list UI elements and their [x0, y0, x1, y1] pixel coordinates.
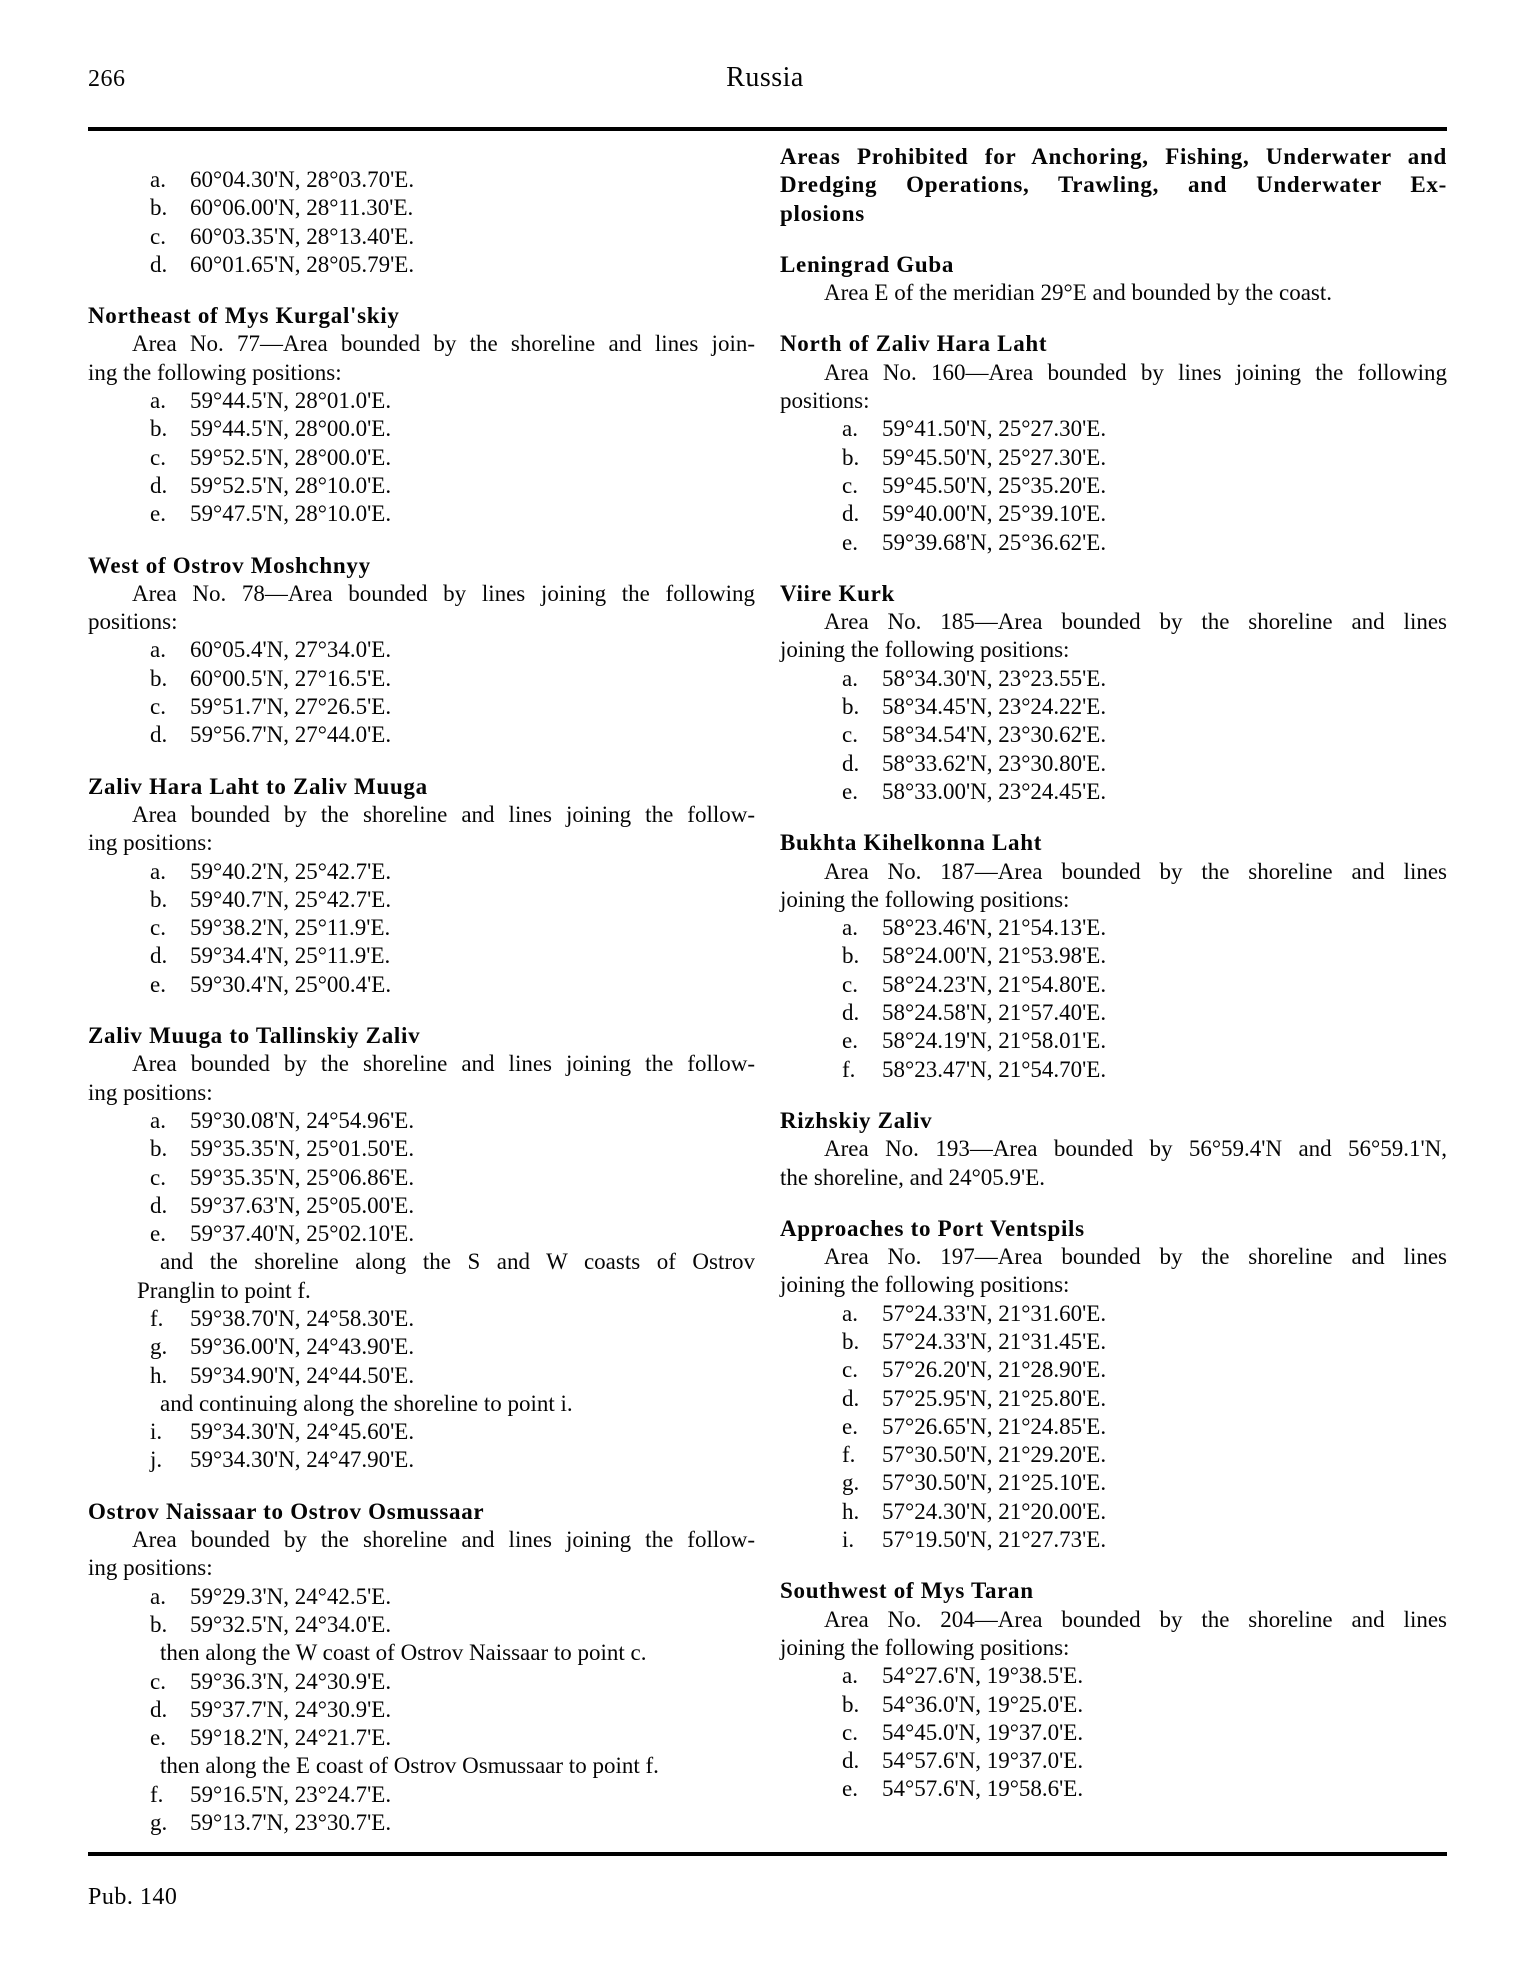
coordinate-item: [88, 251, 755, 279]
coordinate-item: [780, 1498, 1447, 1526]
coordinate-value: 59°13.7'N, 23°30.7'E.: [190, 1810, 392, 1836]
coordinate-letter: b.: [150, 665, 168, 691]
coordinate-value: 58°34.30'N, 23°23.55'E.: [882, 665, 1107, 691]
section-title: Viire Kurk: [780, 580, 895, 606]
coordinate-item: [88, 1668, 755, 1696]
coordinate-value: 59°29.3'N, 24°42.5'E.: [190, 1583, 392, 1609]
section-body-line: Area bounded by the shoreline and lines joining the follow-: [132, 801, 755, 827]
coordinate-item: [88, 914, 755, 942]
coordinate-item: [780, 1691, 1447, 1719]
coordinate-item: [88, 1583, 755, 1611]
section-body-line: Area No. 204—Area bounded by the shoreline and lines: [824, 1606, 1447, 1632]
coordinate-letter: c.: [150, 223, 166, 249]
coordinate-item: [88, 500, 755, 528]
coordinate-letter: h.: [842, 1498, 860, 1524]
coordinate-item: [88, 1781, 755, 1809]
coordinate-item: [780, 942, 1447, 970]
section-body-line: positions:: [780, 388, 870, 414]
coordinate-value: 59°51.7'N, 27°26.5'E.: [190, 694, 392, 720]
coordinate-item: [88, 1220, 755, 1248]
prohibited-areas-heading: [780, 143, 1447, 228]
coordinate-letter: d.: [150, 472, 168, 498]
publication-label: Pub. 140: [88, 1884, 178, 1910]
coordinate-letter: b.: [842, 444, 860, 470]
coordinate-value: 59°35.35'N, 25°01.50'E.: [190, 1136, 415, 1162]
coordinate-value: 59°35.35'N, 25°06.86'E.: [190, 1164, 415, 1190]
section-body-line: Area No. 197—Area bounded by the shoreline and lines: [824, 1244, 1447, 1270]
coordinate-letter: d.: [842, 1385, 860, 1411]
coordinate-letter: b.: [842, 943, 860, 969]
coordinate-value: 59°36.3'N, 24°30.9'E.: [190, 1668, 392, 1694]
section-body-line: Area No. 160—Area bounded by lines joining the following: [824, 359, 1447, 385]
section-body-line: joining the following positions:: [780, 886, 1070, 912]
coordinate-value: 54°57.6'N, 19°37.0'E.: [882, 1748, 1084, 1774]
coordinate-letter: c.: [842, 1719, 858, 1745]
coordinate-value: 58°33.00'N, 23°24.45'E.: [882, 778, 1107, 804]
area-section: [88, 1022, 755, 1475]
area-section: [88, 773, 755, 999]
coordinate-letter: f.: [150, 1781, 164, 1807]
coordinate-letter: e.: [150, 971, 166, 997]
coordinate-value: 60°01.65'N, 28°05.79'E.: [190, 251, 415, 277]
coordinate-item: [780, 778, 1447, 806]
coordinate-letter: e.: [842, 1028, 858, 1054]
coordinate-item: [88, 1362, 755, 1390]
coordinate-value: 59°34.30'N, 24°45.60'E.: [190, 1419, 415, 1445]
coordinate-value: 58°23.47'N, 21°54.70'E.: [882, 1056, 1107, 1082]
coordinate-item: [780, 1328, 1447, 1356]
page-title: Russia: [726, 62, 804, 93]
coordinate-letter: c.: [842, 1357, 858, 1383]
coordinate-item: [88, 1135, 755, 1163]
coordinate-letter: d.: [150, 1696, 168, 1722]
coordinate-letter: a.: [150, 167, 166, 192]
section-body-line: ing positions:: [88, 1079, 213, 1105]
coordinate-letter: h.: [150, 1362, 168, 1388]
coordinate-item: [88, 721, 755, 749]
coordinate-value: 57°24.33'N, 21°31.60'E.: [882, 1300, 1107, 1326]
coordinate-value: 58°34.54'N, 23°30.62'E.: [882, 722, 1107, 748]
section-body-line: ing the following positions:: [88, 359, 342, 385]
coordinate-value: 58°24.00'N, 21°53.98'E.: [882, 943, 1107, 969]
section-body-line: Area No. 193—Area bounded by 56°59.4'N and 56°59.1'N,: [824, 1136, 1447, 1162]
page-number: 266: [88, 66, 126, 92]
coordinate-item: [88, 693, 755, 721]
section-title: Ostrov Naissaar to Ostrov Osmussaar: [88, 1498, 485, 1524]
coordinate-item: [780, 1300, 1447, 1328]
coordinate-value: 59°44.5'N, 28°00.0'E.: [190, 416, 392, 442]
left-column: [88, 143, 755, 1837]
coordinate-item: [88, 166, 755, 194]
coordinate-letter: g.: [150, 1334, 168, 1360]
coordinate-item: [88, 886, 755, 914]
coordinate-letter: b.: [842, 694, 860, 720]
coordinate-item: [88, 1696, 755, 1724]
coordinate-letter: b.: [150, 1136, 168, 1162]
coordinate-value: 60°05.4'N, 27°34.0'E.: [190, 637, 392, 663]
coordinate-value: 60°00.5'N, 27°16.5'E.: [190, 665, 392, 691]
coordinate-item: [780, 1775, 1447, 1803]
section-body-line: positions:: [88, 609, 178, 635]
coordinate-item: [88, 1446, 755, 1474]
coordinate-item: [780, 1719, 1447, 1747]
coordinate-item: [780, 529, 1447, 557]
section-title: North of Zaliv Hara Laht: [780, 331, 1048, 357]
coordinate-letter: a.: [150, 858, 166, 884]
coordinate-item: [780, 721, 1447, 749]
section-title: Leningrad Guba: [780, 251, 955, 277]
coordinate-value: 59°40.7'N, 25°42.7'E.: [190, 886, 392, 912]
section-title: Zaliv Muuga to Tallinskiy Zaliv: [88, 1023, 421, 1049]
section-title: Southwest of Mys Taran: [780, 1578, 1034, 1604]
coordinate-item: [88, 1107, 755, 1135]
section-body-line: ing positions:: [88, 1555, 213, 1581]
coordinate-letter: e.: [150, 1725, 166, 1751]
coordinate-value: 59°30.4'N, 25°00.4'E.: [190, 971, 392, 997]
coordinate-letter: b.: [842, 1691, 860, 1717]
section-body-line: Area No. 187—Area bounded by the shoreline and lines: [824, 858, 1447, 884]
coordinate-letter: b.: [150, 416, 168, 442]
area-section: [88, 166, 755, 279]
coordinate-value: 59°37.63'N, 25°05.00'E.: [190, 1192, 415, 1218]
coordinate-value: 58°24.19'N, 21°58.01'E.: [882, 1028, 1107, 1054]
coordinate-letter: a.: [842, 665, 858, 691]
coordinate-item: [780, 1056, 1447, 1084]
coordinate-letter: a.: [150, 637, 166, 663]
coordinate-letter: d.: [150, 722, 168, 748]
coordinate-letter: b.: [150, 1611, 168, 1637]
coordinate-letter: d.: [150, 1192, 168, 1218]
coordinate-item: [780, 1441, 1447, 1469]
coordinate-value: 59°39.68'N, 25°36.62'E.: [882, 529, 1107, 555]
coordinate-item: [780, 693, 1447, 721]
coordinate-letter: d.: [842, 1000, 860, 1026]
coordinate-value: 59°41.50'N, 25°27.30'E.: [882, 416, 1107, 442]
coordinate-item: [88, 472, 755, 500]
coordinate-letter: a.: [150, 1583, 166, 1609]
coordinate-value: 58°24.23'N, 21°54.80'E.: [882, 971, 1107, 997]
header-rule: [88, 127, 1447, 131]
note-line: and the shoreline along the S and W coasts of Ostrov: [160, 1249, 755, 1275]
coordinate-letter: b.: [842, 1328, 860, 1354]
section-body-line: Area E of the meridian 29°E and bounded by the coast.: [824, 280, 1333, 306]
note-line: then along the E coast of Ostrov Osmussaar to point f.: [160, 1753, 659, 1779]
coordinate-item: [88, 858, 755, 886]
coordinate-letter: e.: [150, 501, 166, 527]
area-section: [780, 1107, 1447, 1192]
coordinate-item: [780, 1662, 1447, 1690]
text-columns: [88, 143, 1447, 1837]
prohibited-areas-heading-line: Dredging Operations, Trawling, and Underwater Ex-: [780, 172, 1447, 198]
coordinate-letter: a.: [842, 915, 858, 941]
coordinate-item: [780, 1526, 1447, 1554]
prohibited-areas-heading-line: plosions: [780, 200, 865, 226]
coordinate-letter: a.: [150, 1107, 166, 1133]
coordinate-item: [88, 1164, 755, 1192]
coordinate-value: 58°34.45'N, 23°24.22'E.: [882, 694, 1107, 720]
coordinate-letter: d.: [150, 943, 168, 969]
coordinate-value: 54°36.0'N, 19°25.0'E.: [882, 1691, 1084, 1717]
coordinate-item: [780, 1413, 1447, 1441]
coordinate-item: [780, 1027, 1447, 1055]
coordinate-value: 60°04.30'N, 28°03.70'E.: [190, 167, 415, 192]
coordinate-value: 58°33.62'N, 23°30.80'E.: [882, 750, 1107, 776]
section-body-line: joining the following positions:: [780, 637, 1070, 663]
coordinate-item: [88, 415, 755, 443]
coordinate-letter: j.: [150, 1447, 163, 1473]
coordinate-value: 59°36.00'N, 24°43.90'E.: [190, 1334, 415, 1360]
coordinate-value: 59°16.5'N, 23°24.7'E.: [190, 1781, 392, 1807]
coordinate-value: 57°19.50'N, 21°27.73'E.: [882, 1527, 1107, 1553]
coordinate-item: [780, 971, 1447, 999]
coordinate-item: [88, 1418, 755, 1446]
coordinate-letter: a.: [150, 388, 166, 414]
coordinate-value: 57°25.95'N, 21°25.80'E.: [882, 1385, 1107, 1411]
coordinate-value: 58°24.58'N, 21°57.40'E.: [882, 1000, 1107, 1026]
section-title: West of Ostrov Moshchnyy: [88, 552, 371, 578]
coordinate-letter: c.: [150, 444, 166, 470]
area-section: [780, 330, 1447, 556]
coordinate-value: 54°45.0'N, 19°37.0'E.: [882, 1719, 1084, 1745]
coordinate-value: 59°34.4'N, 25°11.9'E.: [190, 943, 391, 969]
coordinate-value: 59°47.5'N, 28°10.0'E.: [190, 501, 392, 527]
coordinate-value: 57°26.65'N, 21°24.85'E.: [882, 1413, 1107, 1439]
section-body-line: Area No. 77—Area bounded by the shoreline and lines join-: [132, 331, 755, 357]
coordinate-item: [88, 1724, 755, 1752]
coordinate-item: [88, 1305, 755, 1333]
right-column: [780, 143, 1447, 1837]
section-body-line: Area bounded by the shoreline and lines joining the follow-: [132, 1527, 755, 1553]
coordinate-letter: f.: [150, 1305, 164, 1331]
coordinate-letter: d.: [150, 251, 168, 277]
coordinate-letter: i.: [842, 1527, 855, 1553]
section-body-line: the shoreline, and 24°05.9'E.: [780, 1164, 1046, 1190]
coordinate-letter: i.: [150, 1419, 163, 1445]
coordinate-item: [88, 942, 755, 970]
coordinate-value: 57°30.50'N, 21°29.20'E.: [882, 1442, 1107, 1468]
coordinate-letter: c.: [842, 971, 858, 997]
coordinate-value: 59°18.2'N, 24°21.7'E.: [190, 1725, 392, 1751]
coordinate-item: [780, 1469, 1447, 1497]
coordinate-item: [88, 665, 755, 693]
coordinate-letter: c.: [842, 722, 858, 748]
section-body-line: ing positions:: [88, 830, 213, 856]
coordinate-letter: f.: [842, 1056, 856, 1082]
coordinate-item: [780, 665, 1447, 693]
coordinate-letter: g.: [150, 1810, 168, 1836]
coordinate-letter: c.: [150, 694, 166, 720]
area-section: [780, 1215, 1447, 1555]
area-section: [88, 302, 755, 528]
coordinate-value: 59°40.2'N, 25°42.7'E.: [190, 858, 392, 884]
coordinate-letter: a.: [842, 1663, 858, 1689]
coordinate-letter: b.: [150, 195, 168, 221]
section-body-line: Area No. 78—Area bounded by lines joining the following: [132, 580, 755, 606]
prohibited-areas-heading-line: Areas Prohibited for Anchoring, Fishing, Underwater and: [780, 144, 1447, 169]
coordinate-value: 59°52.5'N, 28°10.0'E.: [190, 472, 392, 498]
coordinate-value: 59°32.5'N, 24°34.0'E.: [190, 1611, 392, 1637]
coordinate-value: 59°40.00'N, 25°39.10'E.: [882, 501, 1107, 527]
note-line: Pranglin to point f.: [137, 1277, 311, 1303]
coordinate-value: 57°26.20'N, 21°28.90'E.: [882, 1357, 1107, 1383]
coordinate-value: 59°45.50'N, 25°27.30'E.: [882, 444, 1107, 470]
coordinate-item: [780, 1356, 1447, 1384]
coordinate-letter: b.: [150, 886, 168, 912]
coordinate-value: 54°57.6'N, 19°58.6'E.: [882, 1776, 1084, 1802]
note-line: then along the W coast of Ostrov Naissaar to point c.: [160, 1640, 647, 1666]
footer-rule: [88, 1852, 1447, 1856]
coordinate-value: 59°44.5'N, 28°01.0'E.: [190, 388, 392, 414]
coordinate-value: 59°30.08'N, 24°54.96'E.: [190, 1107, 415, 1133]
coordinate-letter: c.: [150, 1668, 166, 1694]
coordinate-item: [780, 500, 1447, 528]
area-section: [780, 251, 1447, 308]
coordinate-letter: a.: [842, 416, 858, 442]
coordinate-letter: e.: [150, 1221, 166, 1247]
coordinate-letter: c.: [150, 1164, 166, 1190]
coordinate-value: 59°52.5'N, 28°00.0'E.: [190, 444, 392, 470]
coordinate-item: [780, 472, 1447, 500]
note-line: and continuing along the shoreline to point i.: [160, 1390, 573, 1416]
section-body-line: joining the following positions:: [780, 1272, 1070, 1298]
section-title: Northeast of Mys Kurgal'skiy: [88, 303, 400, 329]
coordinate-letter: f.: [842, 1442, 856, 1468]
coordinate-letter: d.: [842, 501, 860, 527]
coordinate-item: [780, 1385, 1447, 1413]
coordinate-item: [780, 415, 1447, 443]
coordinate-item: [88, 1192, 755, 1220]
coordinate-value: 59°38.2'N, 25°11.9'E.: [190, 915, 391, 941]
coordinate-value: 59°45.50'N, 25°35.20'E.: [882, 472, 1107, 498]
coordinate-item: [88, 1809, 755, 1837]
coordinate-item: [88, 1611, 755, 1639]
section-body-line: Area No. 185—Area bounded by the shoreline and lines: [824, 609, 1447, 635]
coordinate-letter: e.: [842, 529, 858, 555]
coordinate-letter: d.: [842, 1748, 860, 1774]
area-section: [780, 580, 1447, 806]
section-title: Approaches to Port Ventspils: [780, 1215, 1085, 1241]
coordinate-value: 59°38.70'N, 24°58.30'E.: [190, 1305, 415, 1331]
coordinate-letter: g.: [842, 1470, 860, 1496]
coordinate-value: 57°24.33'N, 21°31.45'E.: [882, 1328, 1107, 1354]
coordinate-item: [780, 750, 1447, 778]
coordinate-item: [88, 1333, 755, 1361]
coordinate-value: 59°37.40'N, 25°02.10'E.: [190, 1221, 415, 1247]
coordinate-value: 60°03.35'N, 28°13.40'E.: [190, 223, 415, 249]
coordinate-item: [780, 914, 1447, 942]
coordinate-value: 59°37.7'N, 24°30.9'E.: [190, 1696, 392, 1722]
area-section: [780, 1577, 1447, 1803]
coordinate-value: 60°06.00'N, 28°11.30'E.: [190, 195, 414, 221]
coordinate-value: 59°34.90'N, 24°44.50'E.: [190, 1362, 415, 1388]
coordinate-item: [88, 636, 755, 664]
coordinate-value: 59°34.30'N, 24°47.90'E.: [190, 1447, 415, 1473]
area-section: [88, 552, 755, 750]
section-title: Rizhskiy Zaliv: [780, 1107, 933, 1133]
coordinate-item: [88, 194, 755, 222]
coordinate-value: 59°56.7'N, 27°44.0'E.: [190, 722, 392, 748]
coordinate-value: 57°30.50'N, 21°25.10'E.: [882, 1470, 1107, 1496]
coordinate-letter: d.: [842, 750, 860, 776]
coordinate-letter: a.: [842, 1300, 858, 1326]
coordinate-item: [88, 444, 755, 472]
section-title: Zaliv Hara Laht to Zaliv Muuga: [88, 773, 428, 799]
coordinate-letter: c.: [842, 472, 858, 498]
coordinate-value: 54°27.6'N, 19°38.5'E.: [882, 1663, 1084, 1689]
coordinate-value: 57°24.30'N, 21°20.00'E.: [882, 1498, 1107, 1524]
section-body-line: joining the following positions:: [780, 1634, 1070, 1660]
coordinate-item: [88, 223, 755, 251]
area-section: [88, 1498, 755, 1838]
coordinate-letter: e.: [842, 1776, 858, 1802]
section-title: Bukhta Kihelkonna Laht: [780, 830, 1043, 856]
area-section: [780, 829, 1447, 1084]
coordinate-item: [780, 1747, 1447, 1775]
coordinate-item: [780, 444, 1447, 472]
coordinate-letter: e.: [842, 1413, 858, 1439]
coordinate-letter: c.: [150, 915, 166, 941]
coordinate-item: [88, 971, 755, 999]
coordinate-item: [88, 387, 755, 415]
coordinate-letter: e.: [842, 778, 858, 804]
section-body-line: Area bounded by the shoreline and lines joining the follow-: [132, 1051, 755, 1077]
coordinate-value: 58°23.46'N, 21°54.13'E.: [882, 915, 1107, 941]
coordinate-item: [780, 999, 1447, 1027]
